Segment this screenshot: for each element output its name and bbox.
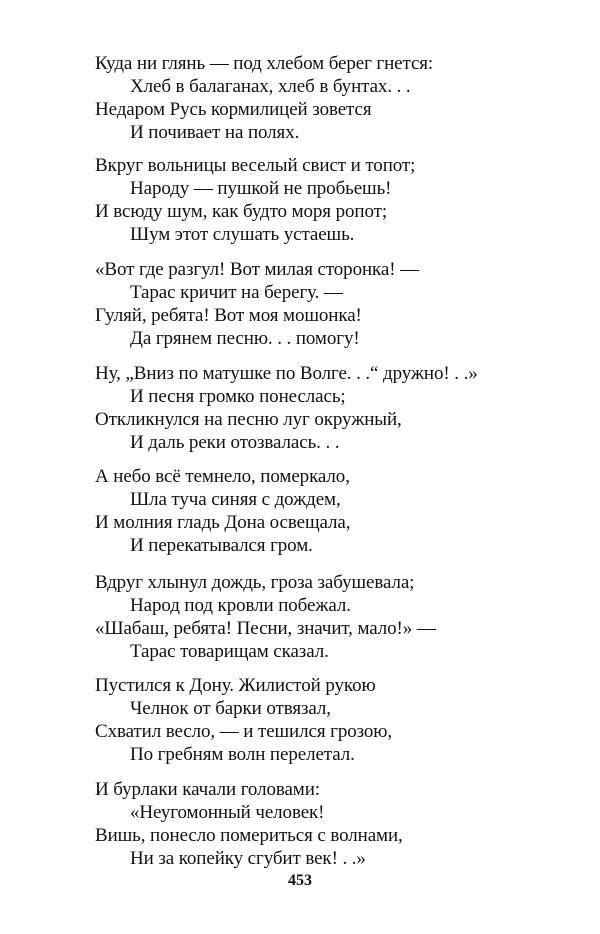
verse-line: Ни за копейку сгубит век! . .» <box>130 848 366 869</box>
verse-line: Схватил весло, — и тешился грозою, <box>95 721 393 742</box>
verse-line: «Неугомонный человек! <box>130 802 325 823</box>
verse-line: Откликнулся на песню луг окружный, <box>95 409 402 430</box>
verse-line: Тарас кричит на берегу. — <box>130 282 343 303</box>
verse-line: По гребням волн перелетал. <box>130 744 355 765</box>
verse-line: Недаром Русь кормилицей зовется <box>95 99 372 120</box>
verse-line: Вкруг вольницы веселый свист и топот; <box>95 155 416 176</box>
verse-line: И бурлаки качали головами: <box>95 779 320 800</box>
verse-line: «Шабаш, ребята! Песни, значит, мало!» — <box>95 618 436 639</box>
verse-line: И всюду шум, как будто моря ропот; <box>95 201 388 222</box>
verse-line: А небо всё темнело, померкало, <box>95 466 350 487</box>
verse-line: Шла туча синяя с дождем, <box>130 489 341 510</box>
verse-line: И молния гладь Дона освещала, <box>95 512 351 533</box>
verse-line: Вишь, понесло помериться с волнами, <box>95 825 403 846</box>
verse-line: Да грянем песню. . . помогу! <box>130 328 360 349</box>
verse-line: Шум этот слушать устаешь. <box>130 224 355 245</box>
page-number: 453 <box>288 872 312 889</box>
verse-line: Народу — пушкой не пробьешь! <box>130 178 392 199</box>
verse-line: И почивает на полях. <box>130 122 300 143</box>
verse-line: И песня громко понеслась; <box>130 386 346 407</box>
verse-line: Челнок от барки отвязал, <box>130 698 331 719</box>
verse-line: «Вот где разгул! Вот милая сторонка! — <box>95 259 420 280</box>
verse-line: Куда ни глянь — под хлебом берег гнется: <box>95 53 434 74</box>
verse-line: Хлеб в балаганах, хлеб в бунтах. . . <box>130 76 411 97</box>
verse-line: Пустился к Дону. Жилистой рукою <box>95 675 376 696</box>
verse-line: Гуляй, ребята! Вот моя мошонка! <box>95 305 362 326</box>
verse-line: Народ под кровли побежал. <box>130 595 351 616</box>
verse-line: Ну, „Вниз по матушке по Волге. . .“ дружно! . .» <box>95 363 478 384</box>
verse-line: И даль реки отозвалась. . . <box>130 432 340 453</box>
verse-line: Тарас товарищам сказал. <box>130 641 329 662</box>
verse-line: И перекатывался гром. <box>130 535 313 556</box>
verse-line: Вдруг хлынул дождь, гроза забушевала; <box>95 572 415 593</box>
